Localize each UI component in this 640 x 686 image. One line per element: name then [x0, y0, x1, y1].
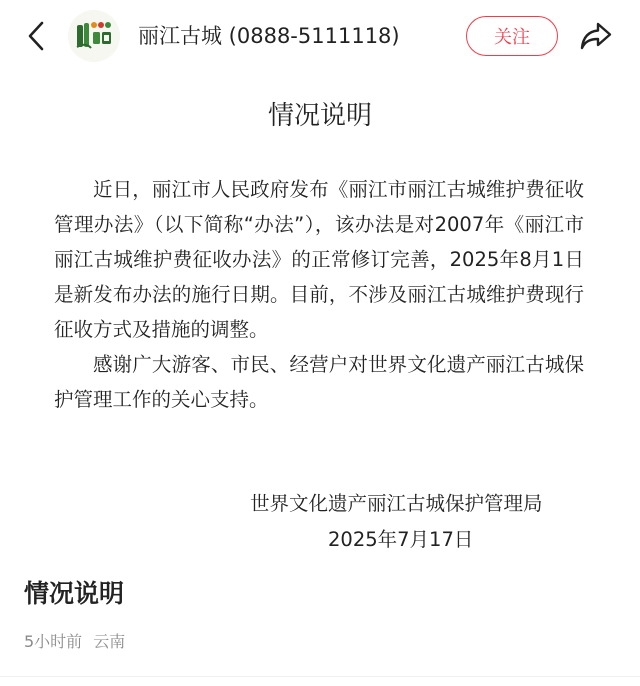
top-bar: [0, 0, 640, 72]
share-button[interactable]: [576, 16, 616, 56]
post-time: 5小时前: [24, 632, 83, 651]
share-arrow-icon: [579, 21, 613, 51]
notice-paragraph: 感谢广大游客、市民、经营户对世界文化遗产丽江古城保护管理工作的关心支持。: [54, 353, 584, 411]
divider: [0, 676, 640, 677]
avatar[interactable]: [68, 10, 120, 62]
notice-body: [54, 172, 584, 417]
notice-paragraph: 近日，丽江市人民政府发布《丽江市丽江古城维护费征收管理办法》（以下简称“办法”），该办法是对2007年《丽江市丽江古城维护费征收办法》的正常修订完善，2025年8月1日是新发布办法的施行日期。目前，不涉及丽江古城维护费现行征收方式及措施的调整。: [54, 178, 584, 341]
follow-button[interactable]: 关注: [466, 16, 558, 56]
lijiang-logo: [68, 10, 120, 62]
notice-title: 情况说明: [267, 101, 372, 131]
account-name[interactable]: 丽江古城 (0888-5111118): [138, 24, 400, 48]
signature-organization: 世界文化遗产丽江古城保护管理局: [250, 492, 543, 515]
post-location: 云南: [93, 632, 126, 651]
back-button[interactable]: [18, 18, 54, 54]
post-meta: [24, 630, 125, 654]
post-title: 情况说明: [24, 579, 125, 608]
signature-date: 2025年7月17日: [328, 528, 474, 551]
chevron-left-icon: [25, 20, 47, 52]
